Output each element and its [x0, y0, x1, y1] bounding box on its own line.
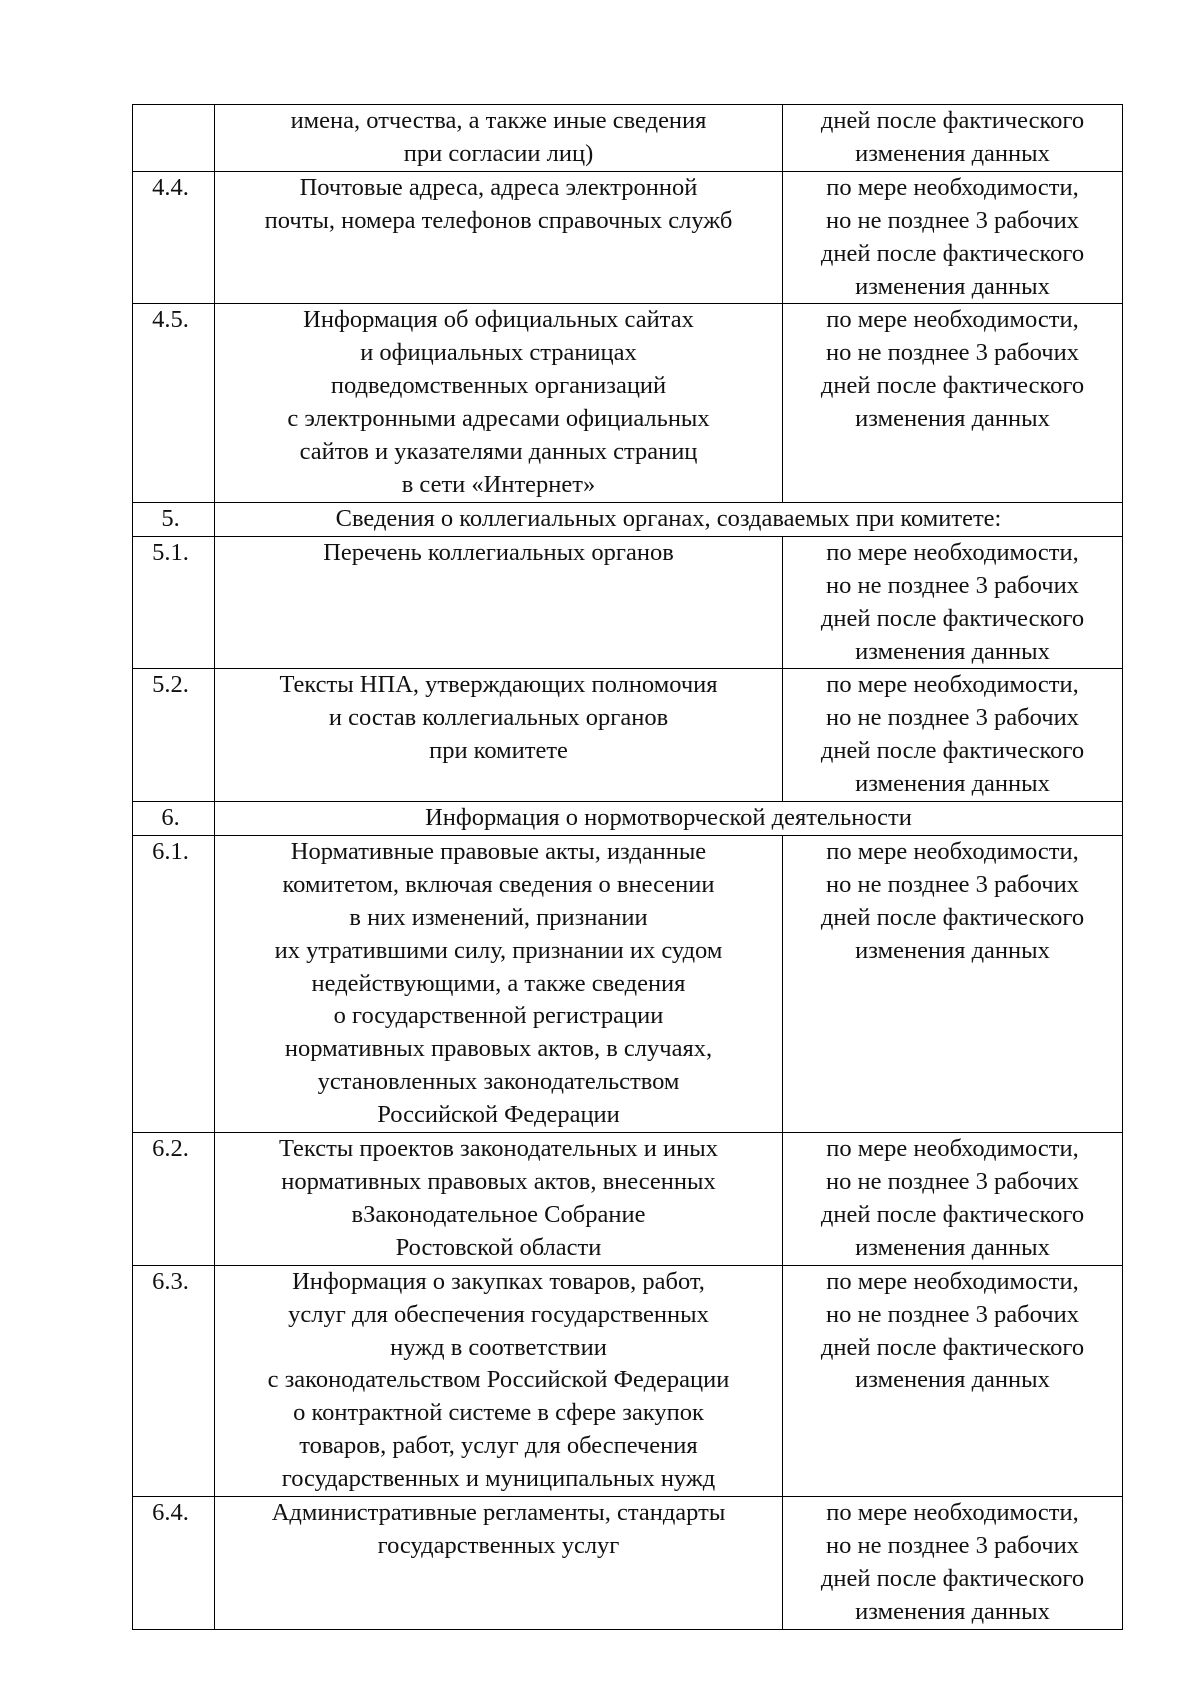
description-line: их утратившими силу, признании их судом [274, 936, 723, 964]
description-line: установленных законодательством [317, 1068, 680, 1096]
row-number: 4.5. [133, 304, 215, 502]
update-deadline [783, 835, 1123, 1132]
deadline-line: дней после фактического [820, 604, 1085, 632]
item-description [215, 669, 783, 802]
description-line: имена, отчества, а также иные сведения [290, 107, 707, 134]
item-description [215, 835, 783, 1132]
description-line: Российской Федерации [377, 1101, 620, 1129]
deadline-line: дней после фактического [820, 372, 1085, 400]
description-line: комитетом, включая сведения о внесении [282, 870, 715, 898]
update-deadline [783, 171, 1123, 304]
deadline-line: но не позднее 3 рабочих [826, 1531, 1079, 1559]
row-number: 6. [133, 802, 215, 836]
row-number: 5.1. [133, 536, 215, 669]
deadline-line: дней после фактического [820, 1333, 1085, 1361]
description-line: государственных услуг [377, 1531, 620, 1559]
item-description [215, 536, 783, 669]
description-line: Тексты НПА, утверждающих полномочия [279, 671, 718, 699]
description-line: почты, номера телефонов справочных служб [264, 206, 733, 234]
row-number: 6.3. [133, 1265, 215, 1496]
table-row [133, 669, 1123, 802]
description-line: вЗаконодательное Собрание [351, 1200, 646, 1228]
row-number [133, 105, 215, 172]
update-deadline [783, 1265, 1123, 1496]
deadline-line: дней после фактического [820, 903, 1085, 931]
deadline-line: изменения данных [855, 637, 1050, 665]
deadline-line: изменения данных [855, 1597, 1050, 1625]
description-line: сайтов и указателями данных страниц [299, 438, 698, 466]
deadline-line: по мере необходимости, [826, 837, 1079, 865]
section-heading-row [133, 802, 1123, 836]
deadline-line: по мере необходимости, [826, 538, 1079, 566]
table-row [133, 536, 1123, 669]
description-line: подведомственных организаций [330, 372, 667, 400]
deadline-line: изменения данных [855, 272, 1050, 300]
description-line: недействующими, а также сведения [311, 969, 686, 997]
description-line: нужд в соответствии [390, 1333, 607, 1361]
description-line: в сети «Интернет» [401, 470, 596, 498]
description-line: Ростовской области [395, 1233, 602, 1261]
deadline-line: дней после фактического [820, 737, 1085, 765]
row-number: 6.1. [133, 835, 215, 1132]
deadline-line: но не позднее 3 рабочих [826, 870, 1079, 898]
description-line: о контрактной системе в сфере закупок [293, 1399, 704, 1427]
section-heading: Сведения о коллегиальных органах, создаваемых при комитете: [215, 502, 1123, 536]
section-heading: Информация о нормотворческой деятельности [215, 802, 1123, 836]
table-body [133, 105, 1123, 1630]
deadline-line: но не позднее 3 рабочих [826, 1168, 1079, 1195]
deadline-line: по мере необходимости, [826, 1267, 1079, 1295]
deadline-line: по мере необходимости, [826, 306, 1079, 334]
deadline-line: дней после фактического [820, 239, 1085, 267]
row-number: 6.4. [133, 1497, 215, 1630]
description-line: в них изменений, признании [349, 903, 648, 931]
description-line: при комитете [429, 737, 568, 765]
row-number: 4.4. [133, 171, 215, 304]
description-line: и официальных страницах [360, 339, 637, 367]
deadline-line: изменения данных [855, 1366, 1050, 1394]
deadline-line: по мере необходимости, [826, 1499, 1079, 1527]
update-deadline [783, 304, 1123, 502]
description-line: Информация об официальных сайтах [303, 306, 694, 334]
description-line: Перечень коллегиальных органов [323, 538, 674, 566]
description-line: нормативных правовых актов, внесенных [281, 1168, 716, 1195]
deadline-line: но не позднее 3 рабочих [826, 339, 1079, 367]
item-description [215, 1497, 783, 1630]
item-description [215, 105, 783, 172]
update-deadline [783, 105, 1123, 172]
deadline-line: дней после фактического [820, 1200, 1085, 1228]
description-line: нормативных правовых актов, в случаях, [284, 1035, 713, 1063]
update-deadline [783, 536, 1123, 669]
update-deadline [783, 669, 1123, 802]
description-line: с законодательством Российской Федерации [267, 1366, 730, 1394]
row-number: 6.2. [133, 1133, 215, 1266]
deadline-line: но не позднее 3 рабочих [826, 704, 1079, 732]
deadline-line: но не позднее 3 рабочих [826, 1300, 1079, 1328]
description-line: Информация о закупках товаров, работ, [292, 1267, 705, 1295]
description-line: Нормативные правовые акты, изданные [290, 837, 707, 865]
item-description [215, 171, 783, 304]
deadline-line: изменения данных [855, 936, 1050, 964]
table-row [133, 171, 1123, 304]
table-row [133, 1133, 1123, 1266]
table-row [133, 1265, 1123, 1496]
table-row [133, 835, 1123, 1132]
deadline-line: по мере необходимости, [826, 671, 1079, 699]
description-line: товаров, работ, услуг для обеспечения [299, 1432, 698, 1460]
disclosure-table [132, 104, 1123, 1630]
deadline-line: изменения данных [855, 770, 1050, 798]
table-row [133, 304, 1123, 502]
document-page [132, 104, 1122, 1630]
description-line: с электронными адресами официальных [287, 405, 710, 433]
table-row [133, 105, 1123, 172]
update-deadline [783, 1133, 1123, 1266]
description-line: о государственной регистрации [333, 1002, 664, 1030]
row-number: 5. [133, 502, 215, 536]
description-line: Тексты проектов законодательных и иных [279, 1135, 718, 1163]
description-line: государственных и муниципальных нужд [281, 1465, 716, 1493]
update-deadline [783, 1497, 1123, 1630]
description-line: и состав коллегиальных органов [328, 704, 669, 732]
deadline-line: изменения данных [855, 405, 1050, 433]
deadline-line: по мере необходимости, [826, 1135, 1079, 1163]
deadline-line: но не позднее 3 рабочих [826, 206, 1079, 234]
section-heading-row [133, 502, 1123, 536]
item-description [215, 1133, 783, 1266]
description-line: Административные регламенты, стандарты [271, 1499, 726, 1527]
deadline-line: дней после фактического [820, 1564, 1085, 1592]
description-line: Почтовые адреса, адреса электронной [299, 173, 698, 201]
item-description [215, 1265, 783, 1496]
deadline-line: по мере необходимости, [826, 173, 1079, 201]
description-line: при согласии лиц) [403, 139, 594, 167]
row-number: 5.2. [133, 669, 215, 802]
table-row [133, 1497, 1123, 1630]
deadline-line: дней после фактического [820, 107, 1085, 134]
deadline-line: изменения данных [855, 1233, 1050, 1261]
deadline-line: изменения данных [855, 139, 1050, 167]
deadline-line: но не позднее 3 рабочих [826, 571, 1079, 599]
item-description [215, 304, 783, 502]
description-line: услуг для обеспечения государственных [288, 1300, 709, 1328]
